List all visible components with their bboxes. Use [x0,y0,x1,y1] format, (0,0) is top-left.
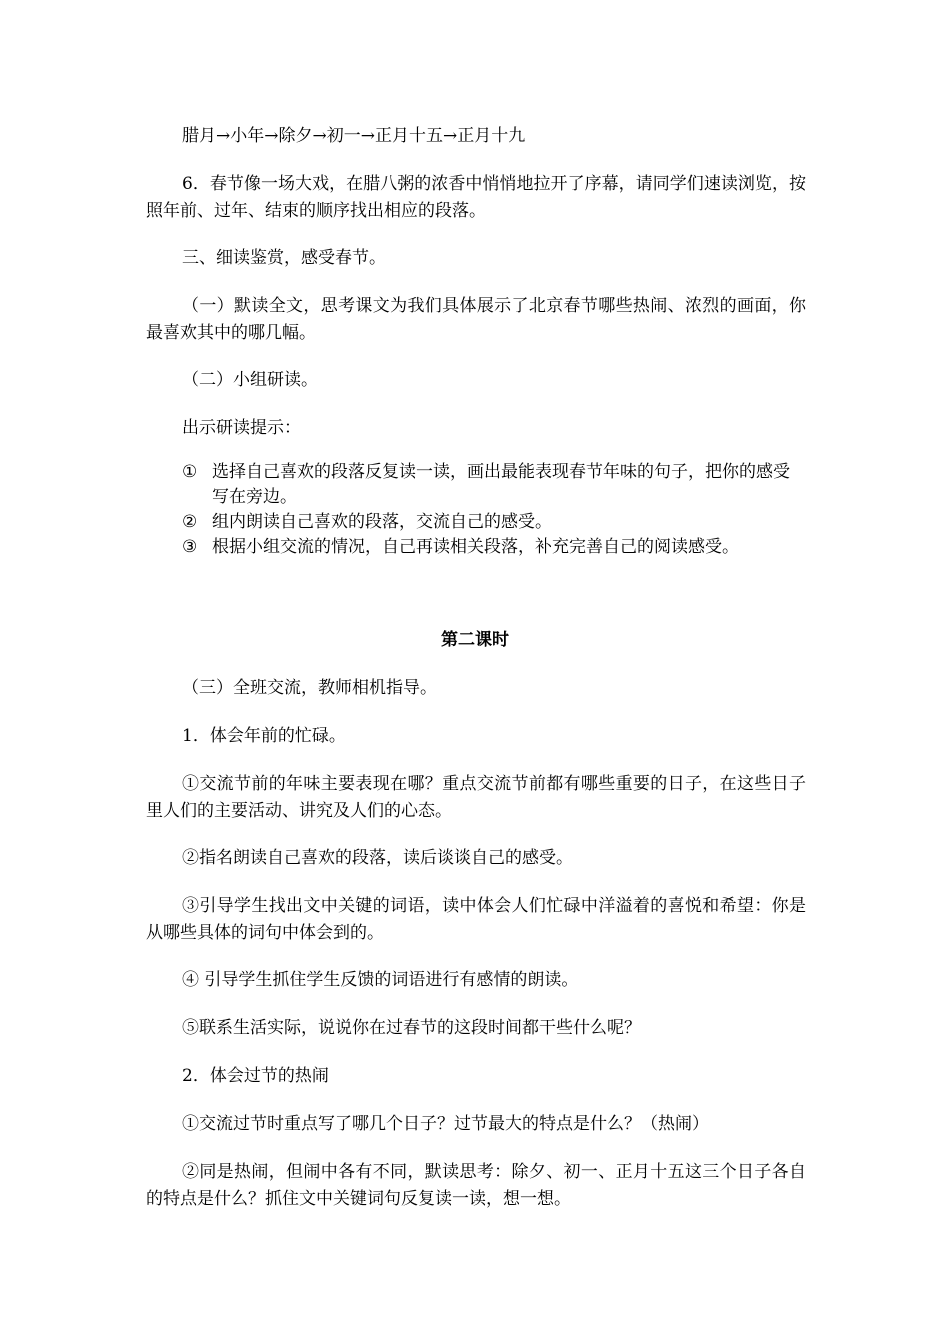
topic-1-point-1: ①交流节前的年味主要表现在哪？重点交流节前都有哪些重要的日子，在这些日子里人们的主要活动、讲究及人们的心态。 [146,774,806,821]
list-item [182,460,806,510]
sub-item-2: （二）小组研读。 [182,370,318,390]
hint-title: 出示研读提示： [182,418,301,438]
hint-list [182,460,806,560]
list-item [182,535,806,560]
topic-2: 2．体会过节的热闹 [182,1066,329,1086]
list-item-text: 根据小组交流的情况，自己再读相关段落，补充完善自己的阅读感受。 [212,537,739,557]
list-marker: ② [182,512,198,532]
list-marker: ① [182,462,198,482]
topic-2-point-1: ①交流过节时重点写了哪几个日子？过节最大的特点是什么？（热闹） [182,1114,709,1134]
topic-1-point-3: ③引导学生找出文中关键的词语，读中体会人们忙碌中洋溢着的喜悦和希望：你是从哪些具体的词句中体会到的。 [146,896,806,943]
list-marker: ③ [182,537,198,557]
sub-item-3: （三）全班交流，教师相机指导。 [182,678,437,698]
topic-1-point-4: ④ 引导学生抓住学生反馈的词语进行有感情的朗读。 [182,970,579,990]
list-item-text: 组内朗读自己喜欢的段落，交流自己的感受。 [212,512,552,532]
lesson-heading: 第二课时 [441,630,509,650]
list-item-text: 选择自己喜欢的段落反复读一读，画出最能表现春节年味的句子，把你的感受写在旁边。 [212,462,790,507]
paragraph-6: 6．春节像一场大戏，在腊八粥的浓香中悄悄地拉开了序幕，请同学们速读浏览，按照年前、过年、结束的顺序找出相应的段落。 [146,174,806,221]
list-item [182,510,806,535]
topic-1-point-5: ⑤联系生活实际，说说你在过春节的这段时间都干些什么呢？ [182,1018,641,1038]
section-3-title: 三、细读鉴赏，感受春节。 [182,248,386,268]
sub-item-1: （一）默读全文，思考课文为我们具体展示了北京春节哪些热闹、浓烈的画面，你最喜欢其中的哪几幅。 [146,296,806,343]
topic-1-point-2: ②指名朗读自己喜欢的段落，读后谈谈自己的感受。 [182,848,573,868]
topic-1: 1．体会年前的忙碌。 [182,726,346,746]
timeline-line: 腊月→小年→除夕→初一→正月十五→正月十九 [182,126,526,146]
topic-2-point-2: ②同是热闹，但闹中各有不同，默读思考：除夕、初一、正月十五这三个日子各自的特点是什么？抓住文中关键词句反复读一读，想一想。 [146,1162,806,1209]
